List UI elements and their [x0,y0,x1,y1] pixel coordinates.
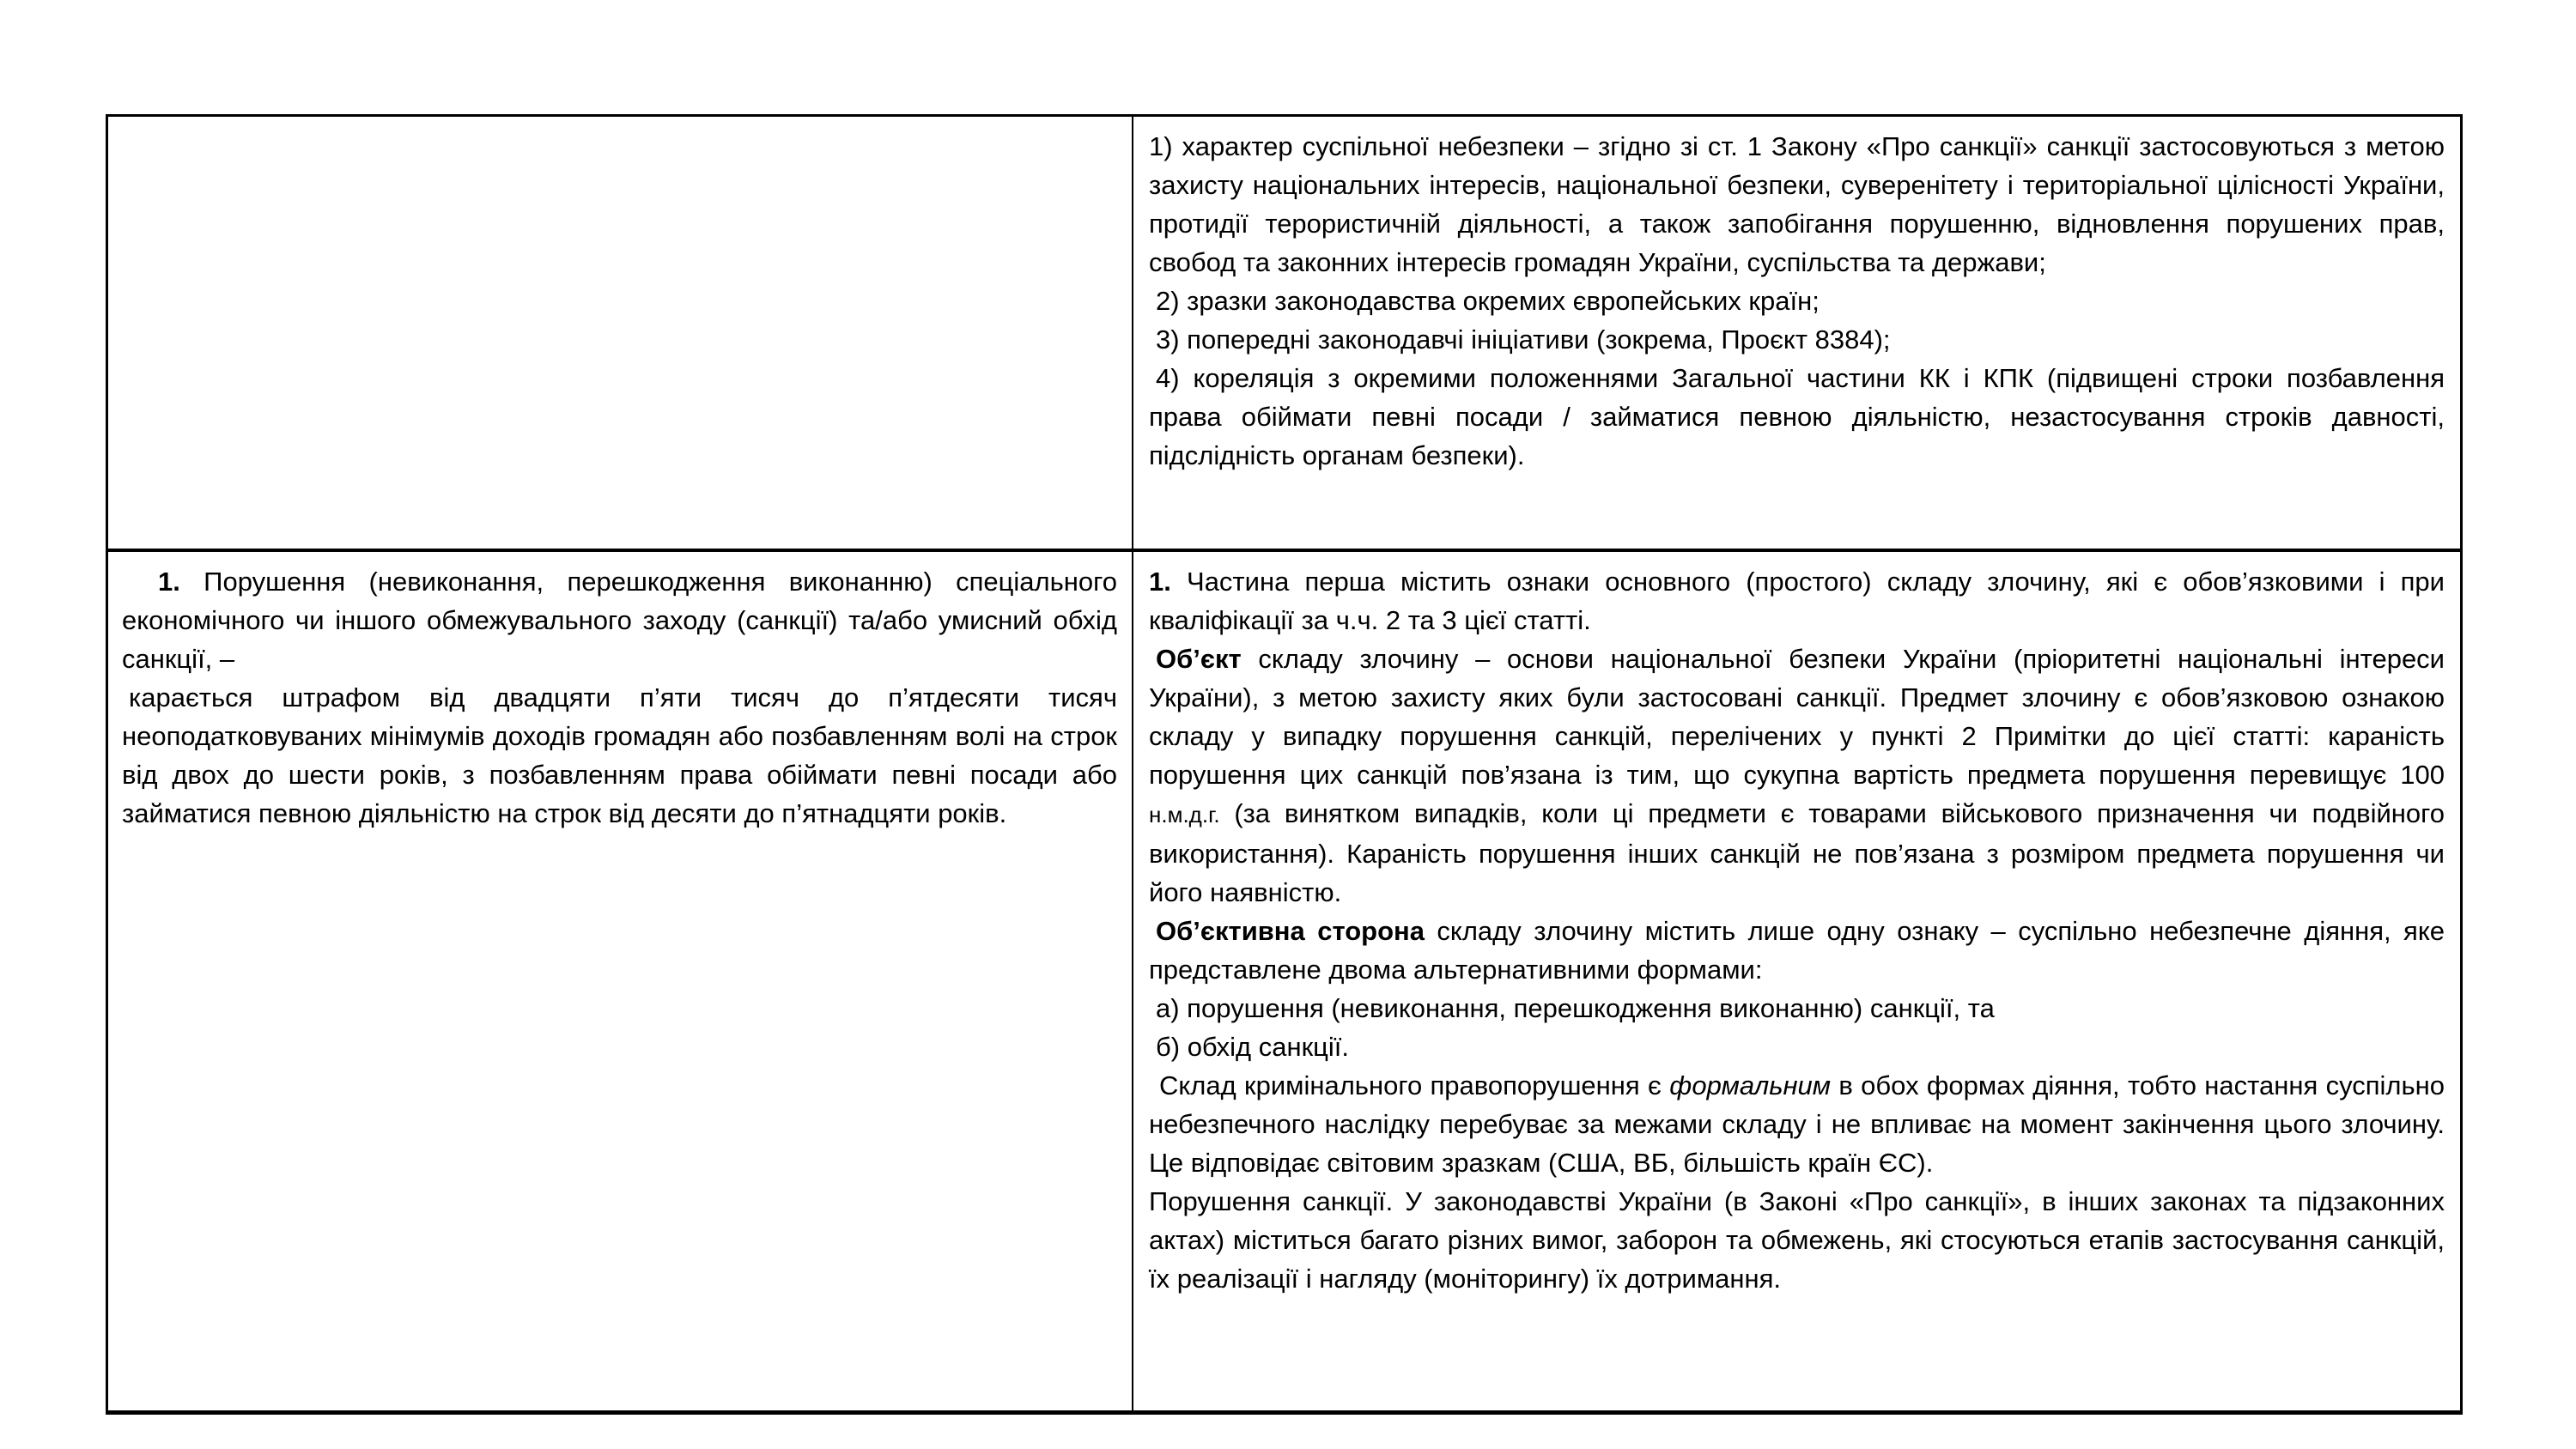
text: Склад кримінального правопорушення є [1159,1070,1670,1100]
paragraph [1149,1028,2445,1066]
text: 3) попередні законодавчі ініціативи (зокрема, Проєкт 8384); [1156,324,1891,355]
bold-text: Об’єкт [1156,644,1242,674]
text: Частина перша містить ознаки основного (простого) складу злочину, які є обов’язковими і при кваліфікації за ч.ч. 2 та 3 цієї статті. [1149,567,2445,635]
text: 4) кореляція з окремими положеннями Загальної частини КК і КПК (підвищені строки позбавлення права обіймати певні посади / займатися певною діяльністю, незастосування строків давності, підслідність органам безпеки). [1149,363,2445,470]
text: карається штрафом від двадцяти п’яти тисяч до п’ятдесяти тисяч неоподатковуваних мінімумів доходів громадян або позбавленням волі на строк від двох до шести років, з позбавленням права обіймати певні посади або займатися певною діяльністю на строк від десяти до п’ятнадцяти років. [122,682,1117,828]
italic-text: формальним [1669,1070,1832,1100]
text: 2) зразки законодавства окремих європейських країн; [1156,286,1820,316]
text: Порушення (невиконання, перешкодження виконанню) спеціального економічного чи іншого обмежувального заходу (санкції) та/або умисний обхід санкції, – [122,567,1117,674]
article-commentary-table [106,114,2463,1415]
paragraph [1149,1182,2445,1298]
paragraph [1149,282,2445,320]
paragraph [1149,359,2445,475]
text: в обох формах діяння, тобто настання суспільно небезпечного наслідку перебуває за межами складу і не впливає на момент закінчення цього злочину. Це відповідає світовим зразкам (США, ВБ, більшість країн ЄС). [1149,1070,2445,1178]
paragraph [1149,640,2445,912]
text: а) порушення (невиконання, перешкодження виконанню) санкції, та [1156,993,1995,1023]
paragraph [1149,1066,2445,1182]
paragraph [1149,912,2445,989]
text: складу злочину містить лише одну ознаку – суспільно небезпечне діяння, яке представлене двома альтернативними формами: [1149,916,2445,985]
paragraph [1149,989,2445,1028]
bold-text: Об’єктивна сторона [1156,916,1425,946]
paragraph [1149,562,2445,640]
paragraph [1149,127,2445,282]
paragraph [1149,320,2445,359]
cell-row2-commentary [1132,549,2460,1410]
text: складу злочину – основи національної безпеки України (пріоритетні національні інтереси України), з метою захисту яких були застосовані санкції. Предмет злочину є обов’язковою ознакою складу у випадку порушення санкцій, перелічених у пункті 2 Примітки до цієї статті: караність порушення цих санкцій пов’язана із тим, що сукупна вартість предмета порушення перевищує 100 [1149,644,2445,790]
text: (за винятком випадків, коли ці предмети є товарами військового призначення чи подвійного використання). Караність порушення інших санкцій не пов’язана з розміром предмета порушення чи його наявністю. [1149,798,2445,907]
bold-text: 1. [1149,567,1171,597]
cell-row2-article-text [108,549,1132,1410]
cell-row1-commentary [1132,117,2460,549]
text: н.м.д.г. [1149,802,1220,828]
paragraph [122,562,1117,678]
cell-row1-article-empty [108,117,1132,549]
text: 1) характер суспільної небезпеки – згідно зі ст. 1 Закону «Про санкції» санкції застосовуються з метою захисту національних інтересів, національної безпеки, суверенітету і територіальної цілісності України, протидії терористичній діяльності, а також запобігання порушенню, відновлення порушених прав, свобод та законних інтересів громадян України, суспільства та держави; [1149,131,2445,277]
text: Порушення санкції. У законодавстві України (в Законі «Про санкції», в інших законах та підзаконних актах) міститься багато різних вимог, заборон та обмежень, які стосуються етапів застосування санкцій, їх реалізації і нагляду (моніторингу) їх дотримання. [1149,1186,2445,1294]
text: б) обхід санкції. [1156,1032,1350,1062]
paragraph [122,678,1117,833]
bold-text: 1. [158,567,180,597]
